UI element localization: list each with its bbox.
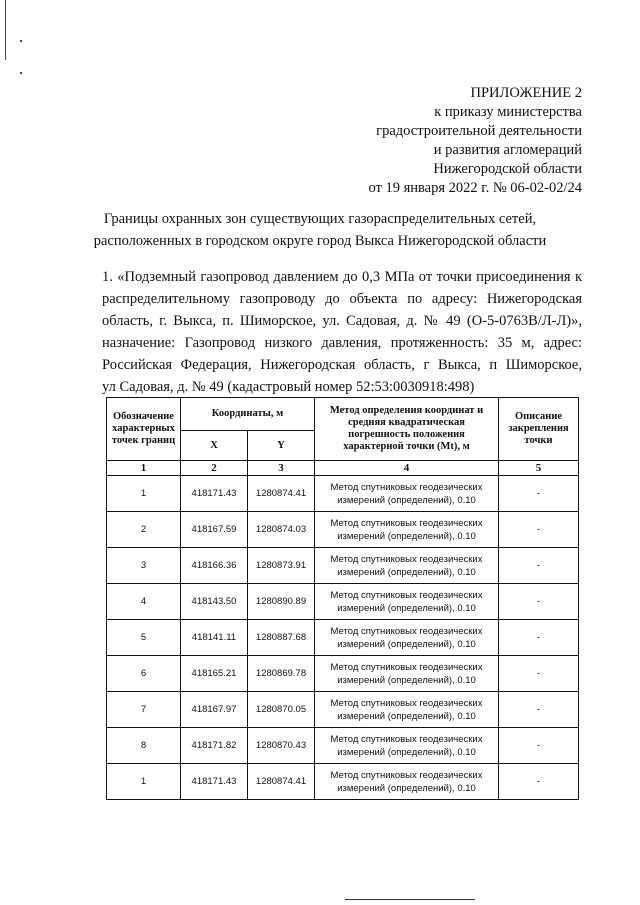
cell-desc: -	[499, 584, 579, 620]
cell-x: 418167.59	[181, 512, 248, 548]
table-row	[107, 692, 579, 728]
header-coords: Координаты, м	[181, 398, 315, 431]
cell-method: Метод спутниковых геодезических измерений (определений), 0.10	[315, 476, 499, 512]
header-x: X	[181, 431, 248, 461]
header-line: и развития агломераций	[433, 142, 582, 158]
col-number: 5	[499, 461, 579, 476]
table-row	[107, 476, 579, 512]
intro-paragraph	[102, 266, 582, 398]
table-row	[107, 764, 579, 800]
cell-x: 418143.50	[181, 584, 248, 620]
coordinates-table	[106, 397, 579, 800]
header-y: Y	[248, 431, 315, 461]
cell-x: 418171.43	[181, 764, 248, 800]
cell-y: 1280890.89	[248, 584, 315, 620]
scan-mark	[5, 0, 6, 60]
cell-method: Метод спутниковых геодезических измерений (определений), 0.10	[315, 764, 499, 800]
header-line: ПРИЛОЖЕНИЕ 2	[470, 85, 582, 101]
cell-y: 1280874.41	[248, 476, 315, 512]
cell-point: 7	[107, 692, 181, 728]
cell-desc: -	[499, 728, 579, 764]
intro-line: 1. «Подземный газопровод давлением до 0,3 МПа от точки присоединения к	[102, 269, 582, 285]
intro-line: область, г. Выкса, п. Шиморское, ул. Садовая, д. № 49 (О-5-0763В/Л-Л)»,	[102, 313, 582, 329]
header-line: градостроительной деятельности	[376, 123, 582, 139]
cell-x: 418167.97	[181, 692, 248, 728]
table-row	[107, 548, 579, 584]
cell-desc: -	[499, 512, 579, 548]
table-row	[107, 620, 579, 656]
cell-point: 4	[107, 584, 181, 620]
header-description: Описание закрепления точки	[499, 398, 579, 461]
cell-desc: -	[499, 620, 579, 656]
cell-point: 5	[107, 620, 181, 656]
cell-y: 1280870.43	[248, 728, 315, 764]
header-line: от 19 января 2022 г. № 06-02-02/24	[368, 180, 582, 196]
cell-x: 418171.82	[181, 728, 248, 764]
table-row	[107, 728, 579, 764]
cell-method: Метод спутниковых геодезических измерений (определений), 0.10	[315, 584, 499, 620]
header-point: Обозначение характерных точек границ	[107, 398, 181, 461]
intro-line: Российская Федерация, Нижегородская область, г Выкса, п Шиморское,	[102, 357, 582, 373]
scan-mark	[20, 40, 22, 42]
table-row	[107, 656, 579, 692]
cell-y: 1280870.05	[248, 692, 315, 728]
header-method: Метод определения координат и средняя квадратическая погрешность положения характерной точки (Mt), м	[315, 398, 499, 461]
cell-x: 418171.43	[181, 476, 248, 512]
cell-point: 6	[107, 656, 181, 692]
appendix-header	[282, 84, 582, 198]
cell-x: 418165.21	[181, 656, 248, 692]
cell-point: 8	[107, 728, 181, 764]
cell-y: 1280887.68	[248, 620, 315, 656]
col-number: 1	[107, 461, 181, 476]
cell-y: 1280874.41	[248, 764, 315, 800]
intro-line: распределительному газопроводу до объекта по адресу: Нижегородская	[102, 291, 582, 307]
cell-desc: -	[499, 548, 579, 584]
intro-line: ул Садовая, д. № 49 (кадастровый номер 52:53:0030918:498)	[102, 379, 475, 395]
document-title	[60, 208, 580, 252]
scan-mark	[20, 72, 22, 74]
table-row	[107, 512, 579, 548]
header-line: к приказу министерства	[434, 104, 582, 120]
cell-desc: -	[499, 764, 579, 800]
col-number: 2	[181, 461, 248, 476]
cell-y: 1280873.91	[248, 548, 315, 584]
cell-desc: -	[499, 656, 579, 692]
cell-method: Метод спутниковых геодезических измерений (определений), 0.10	[315, 620, 499, 656]
intro-line: назначение: Газопровод низкого давления, протяженность: 35 м, адрес:	[102, 335, 582, 351]
header-line: Нижегородской области	[433, 161, 582, 177]
cell-method: Метод спутниковых геодезических измерений (определений), 0.10	[315, 728, 499, 764]
cell-y: 1280869.78	[248, 656, 315, 692]
cell-desc: -	[499, 692, 579, 728]
cell-x: 418141.11	[181, 620, 248, 656]
cell-point: 3	[107, 548, 181, 584]
cell-point: 2	[107, 512, 181, 548]
table-row	[107, 584, 579, 620]
cell-desc: -	[499, 476, 579, 512]
cell-method: Метод спутниковых геодезических измерений (определений), 0.10	[315, 692, 499, 728]
scan-mark	[345, 899, 475, 900]
cell-method: Метод спутниковых геодезических измерений (определений), 0.10	[315, 512, 499, 548]
col-number: 4	[315, 461, 499, 476]
cell-y: 1280874.03	[248, 512, 315, 548]
cell-point: 1	[107, 476, 181, 512]
cell-point: 1	[107, 764, 181, 800]
cell-method: Метод спутниковых геодезических измерений (определений), 0.10	[315, 548, 499, 584]
cell-x: 418166.36	[181, 548, 248, 584]
cell-method: Метод спутниковых геодезических измерений (определений), 0.10	[315, 656, 499, 692]
col-number: 3	[248, 461, 315, 476]
title-line: Границы охранных зон существующих газораспределительных сетей,	[103, 211, 537, 227]
title-line: расположенных в городском округе город Выкса Нижегородской области	[93, 233, 547, 249]
